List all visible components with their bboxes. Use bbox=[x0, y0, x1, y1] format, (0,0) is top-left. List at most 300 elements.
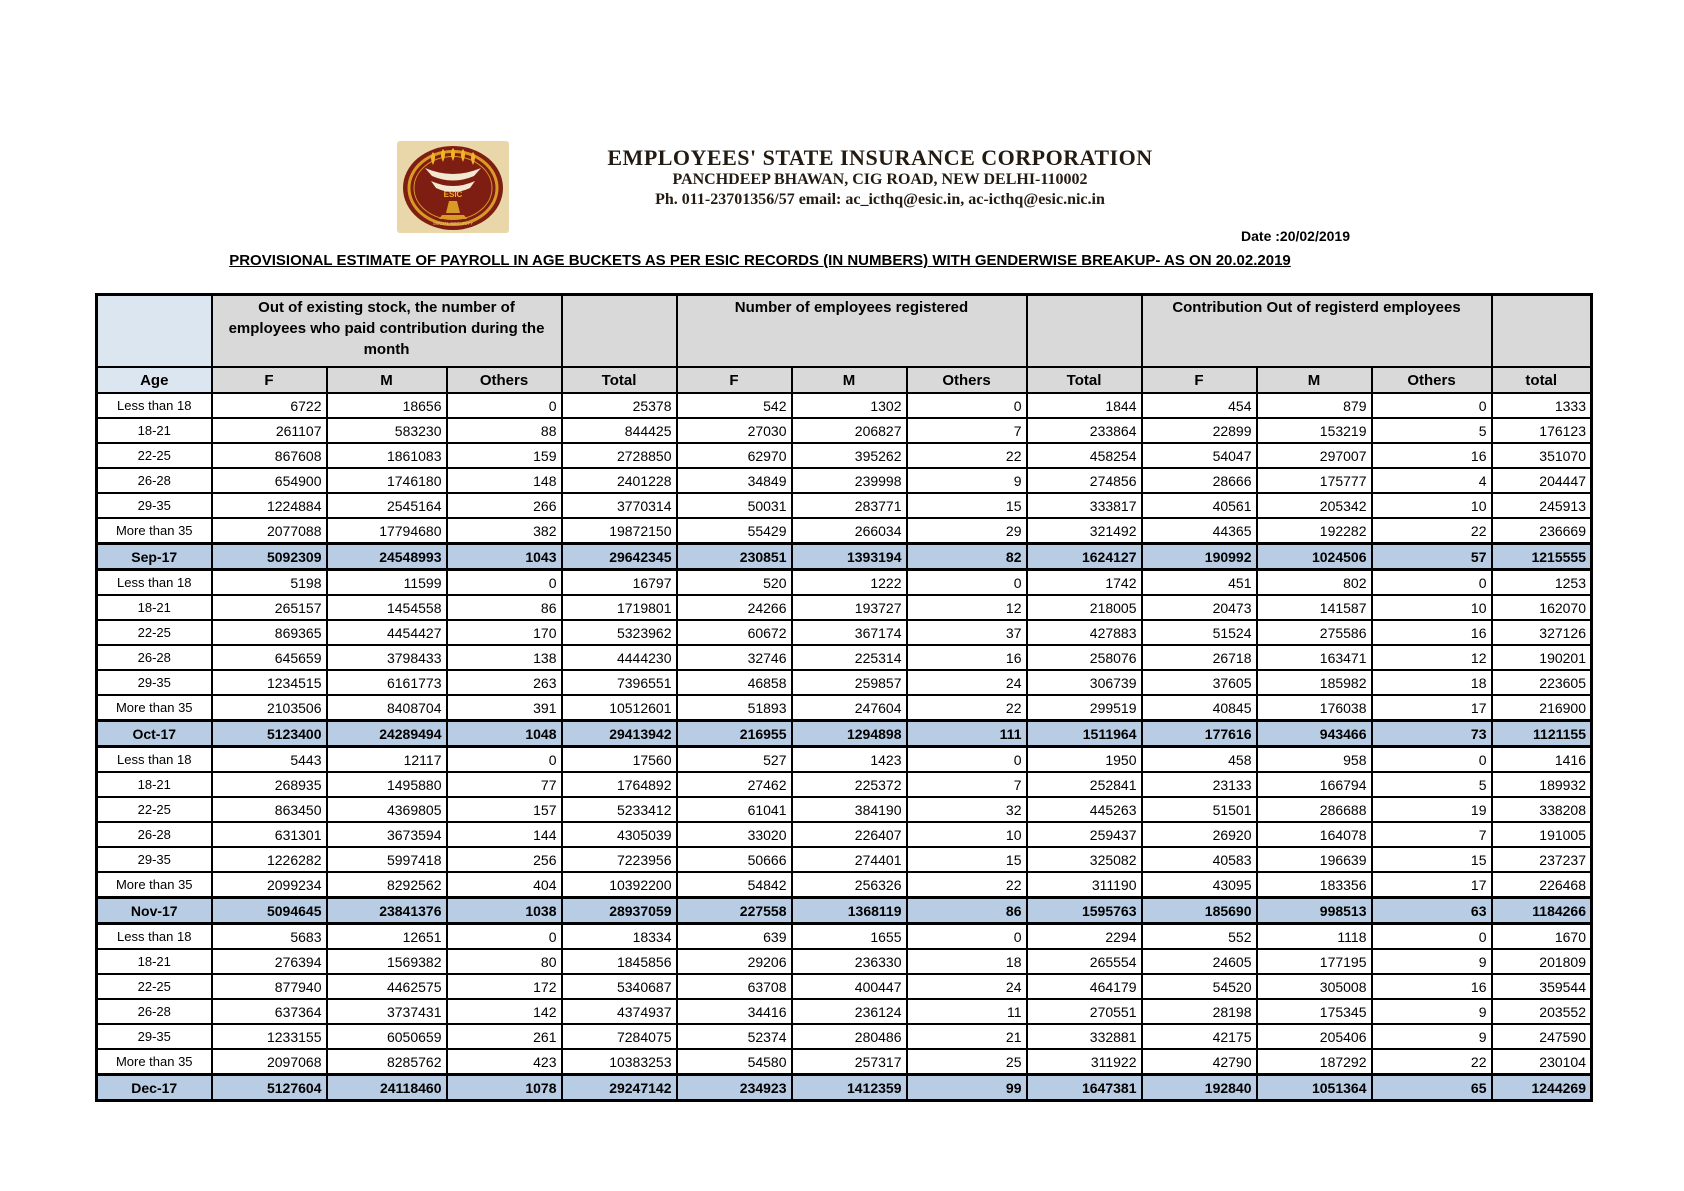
age-label: 18-21 bbox=[97, 772, 212, 797]
value-cell: 9 bbox=[907, 468, 1027, 493]
value-cell: 176123 bbox=[1492, 418, 1592, 443]
value-cell: 226407 bbox=[792, 822, 907, 847]
value-cell: 88 bbox=[447, 418, 562, 443]
value-cell: 1048 bbox=[447, 721, 562, 747]
value-cell: 5323962 bbox=[562, 620, 677, 645]
value-cell: 164078 bbox=[1257, 822, 1372, 847]
value-cell: 28198 bbox=[1142, 999, 1257, 1024]
table-row bbox=[97, 974, 1592, 999]
value-cell: 50031 bbox=[677, 493, 792, 518]
value-cell: 1844 bbox=[1027, 393, 1142, 418]
value-cell: 266 bbox=[447, 493, 562, 518]
value-cell: 1294898 bbox=[792, 721, 907, 747]
value-cell: 40583 bbox=[1142, 847, 1257, 872]
value-cell: 1224884 bbox=[212, 493, 327, 518]
value-cell: 177616 bbox=[1142, 721, 1257, 747]
value-cell: 5 bbox=[1372, 772, 1492, 797]
value-cell: 1118 bbox=[1257, 924, 1372, 950]
age-label: 29-35 bbox=[97, 670, 212, 695]
value-cell: 203552 bbox=[1492, 999, 1592, 1024]
value-cell: 25378 bbox=[562, 393, 677, 418]
value-cell: 1184266 bbox=[1492, 898, 1592, 924]
value-cell: 265554 bbox=[1027, 949, 1142, 974]
value-cell: 51524 bbox=[1142, 620, 1257, 645]
value-cell: 583230 bbox=[327, 418, 447, 443]
value-cell: 395262 bbox=[792, 443, 907, 468]
value-cell: 274856 bbox=[1027, 468, 1142, 493]
value-cell: 3737431 bbox=[327, 999, 447, 1024]
value-cell: 111 bbox=[907, 721, 1027, 747]
value-cell: 9 bbox=[1372, 999, 1492, 1024]
value-cell: 247590 bbox=[1492, 1024, 1592, 1049]
value-cell: 7223956 bbox=[562, 847, 677, 872]
column-header-m: M bbox=[792, 367, 907, 393]
table-row bbox=[97, 999, 1592, 1024]
value-cell: 400447 bbox=[792, 974, 907, 999]
value-cell: 1655 bbox=[792, 924, 907, 950]
value-cell: 637364 bbox=[212, 999, 327, 1024]
value-cell: 225372 bbox=[792, 772, 907, 797]
value-cell: 33020 bbox=[677, 822, 792, 847]
value-cell: 190201 bbox=[1492, 645, 1592, 670]
value-cell: 144 bbox=[447, 822, 562, 847]
table-row bbox=[97, 595, 1592, 620]
value-cell: 454 bbox=[1142, 393, 1257, 418]
empty-group-header bbox=[562, 295, 677, 368]
table-row bbox=[97, 670, 1592, 695]
value-cell: 451 bbox=[1142, 570, 1257, 596]
value-cell: 15 bbox=[1372, 847, 1492, 872]
value-cell: 1416 bbox=[1492, 747, 1592, 773]
value-cell: 1423 bbox=[792, 747, 907, 773]
value-cell: 185690 bbox=[1142, 898, 1257, 924]
value-cell: 37 bbox=[907, 620, 1027, 645]
value-cell: 44365 bbox=[1142, 518, 1257, 544]
group-header: Contribution Out of registerd employees bbox=[1142, 295, 1492, 368]
document-title: PROVISIONAL ESTIMATE OF PAYROLL IN AGE BUCKETS AS PER ESIC RECORDS (IN NUMBERS) WITH GENDERWISE BREAKUP- AS ON 20.02.2019 bbox=[229, 252, 1291, 269]
value-cell: 29247142 bbox=[562, 1075, 677, 1101]
table-row bbox=[97, 493, 1592, 518]
value-cell: 1412359 bbox=[792, 1075, 907, 1101]
value-cell: 16797 bbox=[562, 570, 677, 596]
value-cell: 245913 bbox=[1492, 493, 1592, 518]
value-cell: 57 bbox=[1372, 544, 1492, 570]
value-cell: 384190 bbox=[792, 797, 907, 822]
value-cell: 10 bbox=[1372, 595, 1492, 620]
table-row bbox=[97, 949, 1592, 974]
value-cell: 631301 bbox=[212, 822, 327, 847]
value-cell: 176038 bbox=[1257, 695, 1372, 721]
value-cell: 24605 bbox=[1142, 949, 1257, 974]
value-cell: 175345 bbox=[1257, 999, 1372, 1024]
value-cell: 216955 bbox=[677, 721, 792, 747]
value-cell: 5340687 bbox=[562, 974, 677, 999]
value-cell: 464179 bbox=[1027, 974, 1142, 999]
value-cell: 10 bbox=[1372, 493, 1492, 518]
value-cell: 230851 bbox=[677, 544, 792, 570]
value-cell: 4369805 bbox=[327, 797, 447, 822]
value-cell: 86 bbox=[447, 595, 562, 620]
value-cell: 2099234 bbox=[212, 872, 327, 898]
value-cell: 10 bbox=[907, 822, 1027, 847]
column-header-age: Age bbox=[97, 367, 212, 393]
value-cell: 1043 bbox=[447, 544, 562, 570]
group-header-row bbox=[97, 295, 1592, 368]
value-cell: 24 bbox=[907, 974, 1027, 999]
value-cell: 21 bbox=[907, 1024, 1027, 1049]
age-label: More than 35 bbox=[97, 1049, 212, 1075]
value-cell: 37605 bbox=[1142, 670, 1257, 695]
value-cell: 261 bbox=[447, 1024, 562, 1049]
value-cell: 645659 bbox=[212, 645, 327, 670]
value-cell: 333817 bbox=[1027, 493, 1142, 518]
value-cell: 1495880 bbox=[327, 772, 447, 797]
value-cell: 276394 bbox=[212, 949, 327, 974]
value-cell: 25 bbox=[907, 1049, 1027, 1075]
value-cell: 1595763 bbox=[1027, 898, 1142, 924]
value-cell: 256326 bbox=[792, 872, 907, 898]
value-cell: 367174 bbox=[792, 620, 907, 645]
value-cell: 42175 bbox=[1142, 1024, 1257, 1049]
value-cell: 265157 bbox=[212, 595, 327, 620]
value-cell: 1024506 bbox=[1257, 544, 1372, 570]
value-cell: 391 bbox=[447, 695, 562, 721]
value-cell: 192840 bbox=[1142, 1075, 1257, 1101]
value-cell: 225314 bbox=[792, 645, 907, 670]
table-row bbox=[97, 924, 1592, 950]
value-cell: 0 bbox=[907, 924, 1027, 950]
value-cell: 22 bbox=[907, 872, 1027, 898]
value-cell: 1742 bbox=[1027, 570, 1142, 596]
value-cell: 268935 bbox=[212, 772, 327, 797]
group-header: Out of existing stock, the number of employees who paid contribution during the month bbox=[212, 295, 562, 368]
value-cell: 0 bbox=[447, 570, 562, 596]
column-header-total: Total bbox=[1027, 367, 1142, 393]
value-cell: 193727 bbox=[792, 595, 907, 620]
value-cell: 0 bbox=[1372, 393, 1492, 418]
value-cell: 77 bbox=[447, 772, 562, 797]
value-cell: 0 bbox=[907, 570, 1027, 596]
column-header-others: Others bbox=[447, 367, 562, 393]
age-label: 26-28 bbox=[97, 645, 212, 670]
value-cell: 332881 bbox=[1027, 1024, 1142, 1049]
table-row bbox=[97, 872, 1592, 898]
table-row bbox=[97, 518, 1592, 544]
age-label: More than 35 bbox=[97, 695, 212, 721]
table-row bbox=[97, 822, 1592, 847]
month-total-row bbox=[97, 544, 1592, 570]
value-cell: 4462575 bbox=[327, 974, 447, 999]
value-cell: 16 bbox=[907, 645, 1027, 670]
value-cell: 2728850 bbox=[562, 443, 677, 468]
value-cell: 8285762 bbox=[327, 1049, 447, 1075]
value-cell: 40561 bbox=[1142, 493, 1257, 518]
value-cell: 63 bbox=[1372, 898, 1492, 924]
table-row bbox=[97, 1024, 1592, 1049]
value-cell: 3673594 bbox=[327, 822, 447, 847]
value-cell: 7396551 bbox=[562, 670, 677, 695]
value-cell: 18 bbox=[907, 949, 1027, 974]
age-label: More than 35 bbox=[97, 872, 212, 898]
value-cell: 27030 bbox=[677, 418, 792, 443]
value-cell: 16 bbox=[1372, 443, 1492, 468]
column-header-total: total bbox=[1492, 367, 1592, 393]
value-cell: 445263 bbox=[1027, 797, 1142, 822]
value-cell: 9 bbox=[1372, 1024, 1492, 1049]
date-label: Date :20/02/2019 bbox=[1241, 228, 1350, 244]
value-cell: 163471 bbox=[1257, 645, 1372, 670]
value-cell: 1670 bbox=[1492, 924, 1592, 950]
payroll-table bbox=[95, 293, 1593, 1102]
column-header-f: F bbox=[677, 367, 792, 393]
age-label: 18-21 bbox=[97, 949, 212, 974]
value-cell: 11599 bbox=[327, 570, 447, 596]
value-cell: 297007 bbox=[1257, 443, 1372, 468]
value-cell: 28666 bbox=[1142, 468, 1257, 493]
value-cell: 191005 bbox=[1492, 822, 1592, 847]
value-cell: 12651 bbox=[327, 924, 447, 950]
value-cell: 80 bbox=[447, 949, 562, 974]
value-cell: 17794680 bbox=[327, 518, 447, 544]
value-cell: 12 bbox=[907, 595, 1027, 620]
age-label: Less than 18 bbox=[97, 747, 212, 773]
value-cell: 227558 bbox=[677, 898, 792, 924]
value-cell: 844425 bbox=[562, 418, 677, 443]
svg-text:ESIC: ESIC bbox=[443, 190, 463, 199]
value-cell: 639 bbox=[677, 924, 792, 950]
value-cell: 286688 bbox=[1257, 797, 1372, 822]
value-cell: 1253 bbox=[1492, 570, 1592, 596]
value-cell: 1950 bbox=[1027, 747, 1142, 773]
value-cell: 24548993 bbox=[327, 544, 447, 570]
value-cell: 338208 bbox=[1492, 797, 1592, 822]
value-cell: 1719801 bbox=[562, 595, 677, 620]
value-cell: 34849 bbox=[677, 468, 792, 493]
value-cell: 283771 bbox=[792, 493, 907, 518]
age-label: Less than 18 bbox=[97, 924, 212, 950]
value-cell: 42790 bbox=[1142, 1049, 1257, 1075]
value-cell: 10512601 bbox=[562, 695, 677, 721]
value-cell: 270551 bbox=[1027, 999, 1142, 1024]
value-cell: 2401228 bbox=[562, 468, 677, 493]
value-cell: 4374937 bbox=[562, 999, 677, 1024]
value-cell: 29642345 bbox=[562, 544, 677, 570]
table-row bbox=[97, 772, 1592, 797]
value-cell: 40845 bbox=[1142, 695, 1257, 721]
value-cell: 351070 bbox=[1492, 443, 1592, 468]
age-label: 26-28 bbox=[97, 822, 212, 847]
value-cell: 305008 bbox=[1257, 974, 1372, 999]
value-cell: 166794 bbox=[1257, 772, 1372, 797]
value-cell: 19 bbox=[1372, 797, 1492, 822]
value-cell: 867608 bbox=[212, 443, 327, 468]
value-cell: 404 bbox=[447, 872, 562, 898]
value-cell: 159 bbox=[447, 443, 562, 468]
value-cell: 157 bbox=[447, 797, 562, 822]
org-contact: Ph. 011-23701356/57 email: ac_icthq@esic.in, ac-icthq@esic.nic.in bbox=[655, 191, 1105, 208]
age-label: 26-28 bbox=[97, 468, 212, 493]
value-cell: 258076 bbox=[1027, 645, 1142, 670]
value-cell: 1302 bbox=[792, 393, 907, 418]
value-cell: 234923 bbox=[677, 1075, 792, 1101]
value-cell: 427883 bbox=[1027, 620, 1142, 645]
value-cell: 299519 bbox=[1027, 695, 1142, 721]
age-label: 22-25 bbox=[97, 797, 212, 822]
table-row bbox=[97, 443, 1592, 468]
value-cell: 5233412 bbox=[562, 797, 677, 822]
empty-group-header bbox=[1027, 295, 1142, 368]
value-cell: 327126 bbox=[1492, 620, 1592, 645]
value-cell: 5092309 bbox=[212, 544, 327, 570]
value-cell: 311190 bbox=[1027, 872, 1142, 898]
value-cell: 1454558 bbox=[327, 595, 447, 620]
value-cell: 263 bbox=[447, 670, 562, 695]
value-cell: 423 bbox=[447, 1049, 562, 1075]
value-cell: 321492 bbox=[1027, 518, 1142, 544]
table-row bbox=[97, 1049, 1592, 1075]
value-cell: 0 bbox=[907, 747, 1027, 773]
value-cell: 55429 bbox=[677, 518, 792, 544]
value-cell: 802 bbox=[1257, 570, 1372, 596]
value-cell: 239998 bbox=[792, 468, 907, 493]
value-cell: 236330 bbox=[792, 949, 907, 974]
value-cell: 306739 bbox=[1027, 670, 1142, 695]
value-cell: 359544 bbox=[1492, 974, 1592, 999]
value-cell: 138 bbox=[447, 645, 562, 670]
value-cell: 654900 bbox=[212, 468, 327, 493]
value-cell: 73 bbox=[1372, 721, 1492, 747]
value-cell: 1121155 bbox=[1492, 721, 1592, 747]
value-cell: 863450 bbox=[212, 797, 327, 822]
value-cell: 9 bbox=[1372, 949, 1492, 974]
value-cell: 52374 bbox=[677, 1024, 792, 1049]
letterhead bbox=[470, 146, 1290, 209]
value-cell: 22 bbox=[1372, 1049, 1492, 1075]
value-cell: 62970 bbox=[677, 443, 792, 468]
value-cell: 29413942 bbox=[562, 721, 677, 747]
value-cell: 185982 bbox=[1257, 670, 1372, 695]
value-cell: 520 bbox=[677, 570, 792, 596]
column-header-total: Total bbox=[562, 367, 677, 393]
value-cell: 274401 bbox=[792, 847, 907, 872]
value-cell: 22899 bbox=[1142, 418, 1257, 443]
value-cell: 0 bbox=[1372, 570, 1492, 596]
payroll-table-container bbox=[95, 293, 1593, 1102]
value-cell: 311922 bbox=[1027, 1049, 1142, 1075]
value-cell: 6722 bbox=[212, 393, 327, 418]
value-cell: 177195 bbox=[1257, 949, 1372, 974]
value-cell: 54842 bbox=[677, 872, 792, 898]
value-cell: 1647381 bbox=[1027, 1075, 1142, 1101]
value-cell: 2077088 bbox=[212, 518, 327, 544]
value-cell: 60672 bbox=[677, 620, 792, 645]
value-cell: 46858 bbox=[677, 670, 792, 695]
value-cell: 0 bbox=[1372, 924, 1492, 950]
value-cell: 16 bbox=[1372, 974, 1492, 999]
value-cell: 65 bbox=[1372, 1075, 1492, 1101]
value-cell: 12 bbox=[1372, 645, 1492, 670]
value-cell: 458 bbox=[1142, 747, 1257, 773]
value-cell: 1234515 bbox=[212, 670, 327, 695]
value-cell: 252841 bbox=[1027, 772, 1142, 797]
value-cell: 162070 bbox=[1492, 595, 1592, 620]
value-cell: 17 bbox=[1372, 872, 1492, 898]
value-cell: 1222 bbox=[792, 570, 907, 596]
month-label: Nov-17 bbox=[97, 898, 212, 924]
value-cell: 20473 bbox=[1142, 595, 1257, 620]
value-cell: 3798433 bbox=[327, 645, 447, 670]
value-cell: 4305039 bbox=[562, 822, 677, 847]
value-cell: 22 bbox=[907, 695, 1027, 721]
value-cell: 11 bbox=[907, 999, 1027, 1024]
age-label: 18-21 bbox=[97, 595, 212, 620]
value-cell: 153219 bbox=[1257, 418, 1372, 443]
value-cell: 7 bbox=[1372, 822, 1492, 847]
table-row bbox=[97, 620, 1592, 645]
value-cell: 27462 bbox=[677, 772, 792, 797]
table-row bbox=[97, 393, 1592, 418]
value-cell: 190992 bbox=[1142, 544, 1257, 570]
column-header-others: Others bbox=[907, 367, 1027, 393]
value-cell: 1333 bbox=[1492, 393, 1592, 418]
value-cell: 10383253 bbox=[562, 1049, 677, 1075]
age-label: 29-35 bbox=[97, 493, 212, 518]
value-cell: 10392200 bbox=[562, 872, 677, 898]
table-row bbox=[97, 570, 1592, 596]
value-cell: 12117 bbox=[327, 747, 447, 773]
value-cell: 32 bbox=[907, 797, 1027, 822]
value-cell: 218005 bbox=[1027, 595, 1142, 620]
value-cell: 24289494 bbox=[327, 721, 447, 747]
value-cell: 172 bbox=[447, 974, 562, 999]
value-cell: 32746 bbox=[677, 645, 792, 670]
month-label: Sep-17 bbox=[97, 544, 212, 570]
value-cell: 1624127 bbox=[1027, 544, 1142, 570]
table-row bbox=[97, 747, 1592, 773]
value-cell: 18334 bbox=[562, 924, 677, 950]
value-cell: 266034 bbox=[792, 518, 907, 544]
value-cell: 1038 bbox=[447, 898, 562, 924]
value-cell: 54520 bbox=[1142, 974, 1257, 999]
value-cell: 0 bbox=[447, 924, 562, 950]
value-cell: 34416 bbox=[677, 999, 792, 1024]
value-cell: 5123400 bbox=[212, 721, 327, 747]
value-cell: 51893 bbox=[677, 695, 792, 721]
value-cell: 1393194 bbox=[792, 544, 907, 570]
value-cell: 8408704 bbox=[327, 695, 447, 721]
value-cell: 943466 bbox=[1257, 721, 1372, 747]
value-cell: 17560 bbox=[562, 747, 677, 773]
age-label: 26-28 bbox=[97, 999, 212, 1024]
value-cell: 61041 bbox=[677, 797, 792, 822]
value-cell: 17 bbox=[1372, 695, 1492, 721]
value-cell: 4 bbox=[1372, 468, 1492, 493]
value-cell: 7284075 bbox=[562, 1024, 677, 1049]
value-cell: 16 bbox=[1372, 620, 1492, 645]
value-cell: 43095 bbox=[1142, 872, 1257, 898]
group-header: Number of employees registered bbox=[677, 295, 1027, 368]
value-cell: 8292562 bbox=[327, 872, 447, 898]
table-row bbox=[97, 468, 1592, 493]
value-cell: 259857 bbox=[792, 670, 907, 695]
value-cell: 3770314 bbox=[562, 493, 677, 518]
age-label: Less than 18 bbox=[97, 570, 212, 596]
value-cell: 223605 bbox=[1492, 670, 1592, 695]
value-cell: 187292 bbox=[1257, 1049, 1372, 1075]
table-row bbox=[97, 847, 1592, 872]
age-label: 18-21 bbox=[97, 418, 212, 443]
value-cell: 4454427 bbox=[327, 620, 447, 645]
